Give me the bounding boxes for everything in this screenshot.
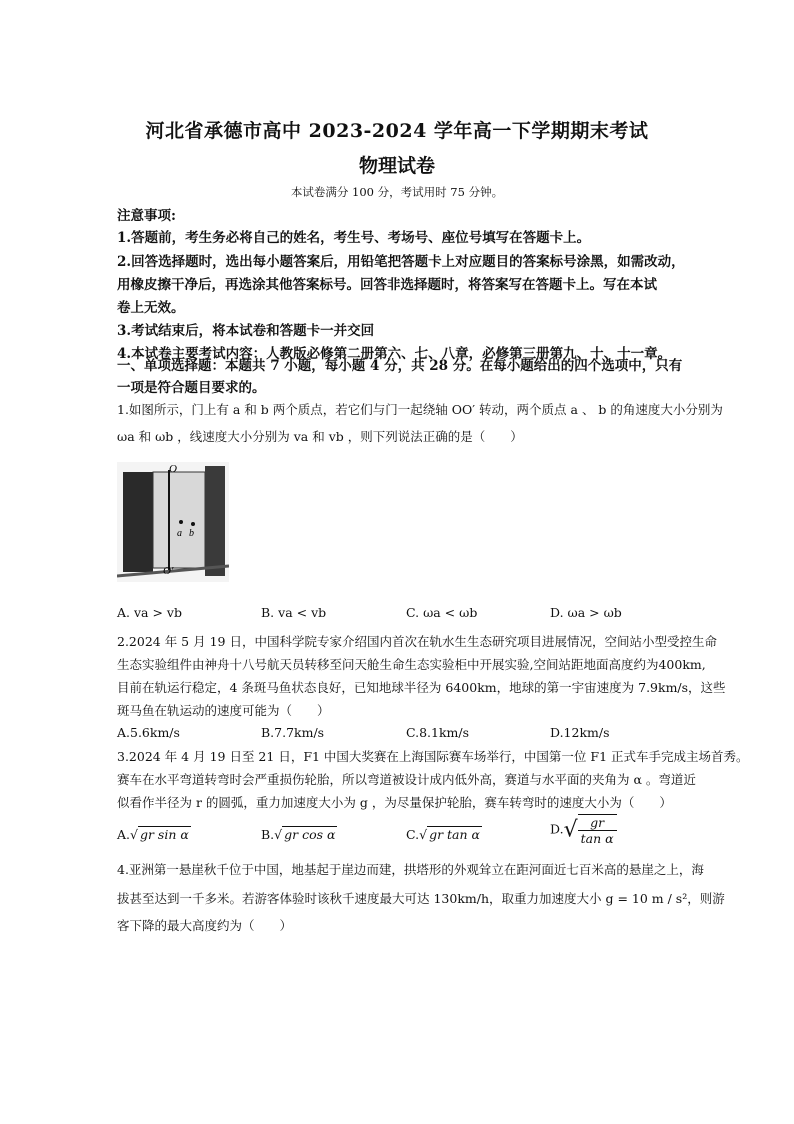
section1-heading-cont: 一项是符合题目要求的。 <box>117 380 266 396</box>
q3-stem-line1: 3.2024 年 4 月 19 日至 21 日，F1 中国大奖赛在上海国际赛车场举行，中国第一位 F1 正式车手完成主场首秀。 <box>117 749 749 764</box>
score-time-note: 本试卷满分 100 分，考试用时 75 分钟。 <box>290 185 504 199</box>
q3-option-a-letter: A. <box>117 827 131 842</box>
q1-option-d[interactable]: D. ωa > ωb <box>550 605 622 620</box>
q4-stem-line2: 拔甚至达到一千多米。若游客体验时该秋千速度最大可达 130km/h，取重力加速度大小 g = 10 m / s²，则游 <box>117 891 725 906</box>
q3-option-b-radicand: gr cos α <box>284 827 336 842</box>
figure-label-a: a <box>177 528 182 539</box>
figure-label-b: b <box>189 528 194 539</box>
q4-stem-line1: 4.亚洲第一悬崖秋千位于中国，地基起于崖边而建，拱塔形的外观耸立在距河面近七百米高的悬崖之上，海 <box>117 862 704 877</box>
q3-option-d-letter: D. <box>550 821 564 837</box>
q2-stem-line4: 斑马鱼在轨运动的速度可能为（ ） <box>117 703 330 718</box>
q1-door-figure <box>117 462 229 582</box>
notice-item-2-cont: 用橡皮擦干净后，再选涂其他答案标号。回答非选择题时，将答案写在答题卡上。写在本试 <box>117 277 657 293</box>
notice-item-2-end: 卷上无效。 <box>117 300 185 316</box>
q3-option-b-letter: B. <box>261 827 275 842</box>
q3-option-a[interactable]: A.√ gr sin α <box>117 827 189 842</box>
q3-option-c-radicand: gr tan α <box>429 827 480 842</box>
notice-item-3: 3.考试结束后，将本试卷和答题卡一并交回 <box>117 323 375 339</box>
q3-stem-line2: 赛车在水平弯道转弯时会严重损伤轮胎，所以弯道被设计成内低外高，赛道与水平面的夹角为 α 。弯道近 <box>117 772 696 787</box>
q3-option-c-letter: C. <box>406 827 420 842</box>
q3-option-d-fraction: $\frac{gr}{\text{tan α}}$ <box>578 814 617 846</box>
q4-stem-line3: 客下降的最大高度约为（ ） <box>117 918 293 933</box>
door-image <box>117 462 229 582</box>
figure-label-O-prime: O′ <box>163 565 174 577</box>
q2-stem-line3: 目前在轨运行稳定，4 条斑马鱼状态良好，已知地球半径为 6400km，地球的第一宇宙速度为 7.9km/s，这些 <box>117 680 726 695</box>
q1-option-c[interactable]: C. ωa < ωb <box>406 605 478 620</box>
q3-option-b[interactable]: B.√ gr cos α <box>261 827 336 842</box>
q1-stem-line2: ωa 和 ωb ，线速度大小分别为 va 和 vb ，则下列说法正确的是（ ） <box>117 429 523 444</box>
exam-title: 河北省承德市高中 2023-2024 学年高一下学期期末考试 <box>145 120 649 142</box>
notice-item-1: 1.答题前，考生务必将自己的姓名，考生号、考场号、座位号填写在答题卡上。 <box>117 230 591 246</box>
q1-option-b[interactable]: B. va < vb <box>261 605 327 620</box>
q3-option-c[interactable]: C.√ gr tan α <box>406 827 480 842</box>
q2-option-d[interactable]: D.12km/s <box>550 725 610 740</box>
q2-option-c[interactable]: C.8.1km/s <box>406 725 470 740</box>
q3-stem-line3: 似看作半径为 r 的圆弧，重力加速度大小为 g ，为尽量保护轮胎，赛车转弯时的速度大小为（ ） <box>117 795 672 810</box>
q1-stem-line1: 1.如图所示，门上有 a 和 b 两个质点，若它们与门一起绕轴 OO′ 转动，两个质点 a 、 b 的角速度大小分别为 <box>117 402 723 417</box>
q3-option-a-radicand: gr sin α <box>139 827 189 842</box>
q2-option-a[interactable]: A.5.6km/s <box>117 725 180 740</box>
section1-heading: 一、单项选择题：本题共 7 小题，每小题 4 分，共 28 分。在每小题给出的四个选项中，只有 <box>117 358 683 374</box>
notice-item-4: 4.本试卷主要考试内容：人教版必修第二册第六、七、八章，必修第三册第九、十、十一章。 <box>117 346 672 362</box>
subject-title: 物理试卷 <box>358 155 435 177</box>
q2-stem-line1: 2.2024 年 5 月 19 日，中国科学院专家介绍国内首次在轨水生生态研究项目进展情况，空间站小型受控生命 <box>117 634 717 649</box>
q3-option-d[interactable]: D.√ $\frac{gr}{\text{tan α}}$ <box>550 814 617 846</box>
q2-option-b[interactable]: B.7.7km/s <box>261 725 325 740</box>
figure-label-O: O <box>169 463 177 475</box>
q1-option-a[interactable]: A. va > vb <box>117 605 182 620</box>
notice-item-2: 2.回答选择题时，选出每小题答案后，用铅笔把答题卡上对应题目的答案标号涂黑，如需改动， <box>117 254 685 270</box>
q2-stem-line2: 生态实验组件由神舟十八号航天员转移至问天舱生命生态实验柜中开展实验,空间站距地面高度约为400km, <box>117 657 706 672</box>
notice-heading: 注意事项: <box>117 208 176 224</box>
